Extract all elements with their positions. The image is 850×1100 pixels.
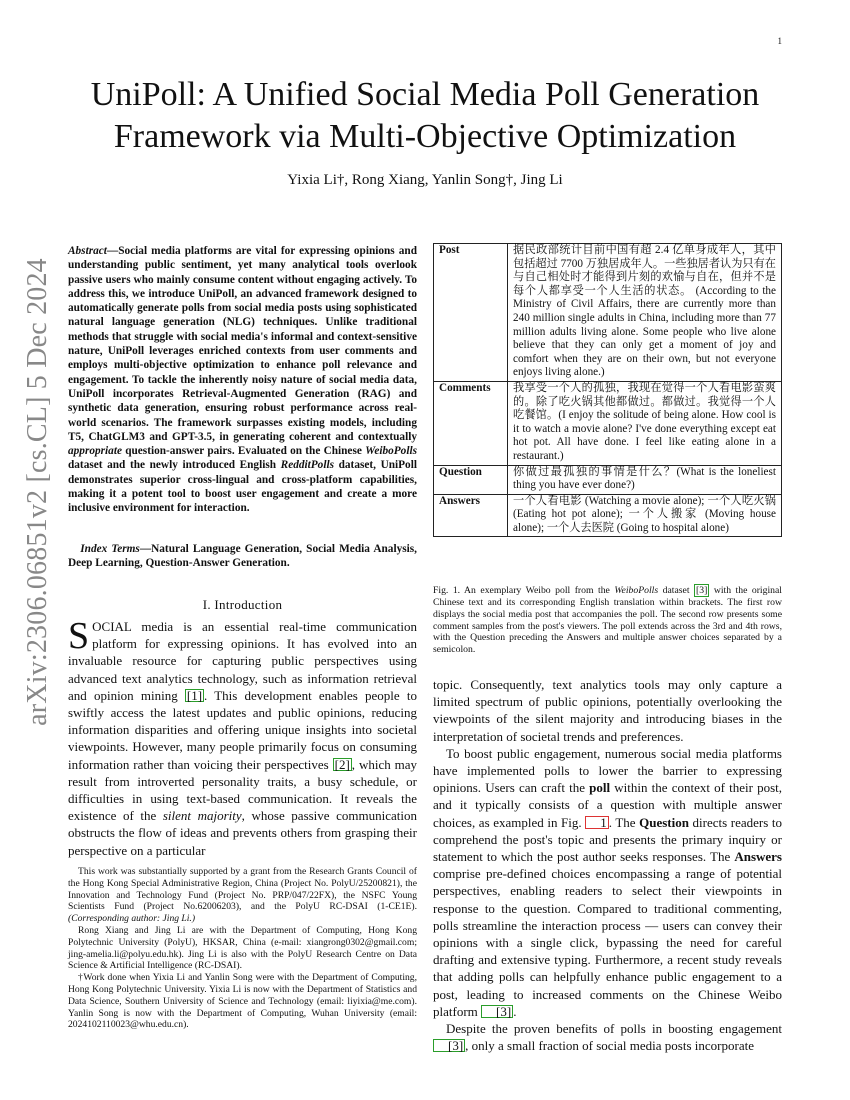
footnote-work-done: †Work done when Yixia Li and Yanlin Song were with the Department of Computing, Hong Kong Polytechnic University. Yixia Li is now with the Department of Statistics and Data Science, Southern University of Science and Technology (email: liyixia@me.com). Yanlin Song is now with the Department of Computing, Wuhan University (email: 2024102110023@whu.edu.cn). bbox=[68, 972, 417, 1031]
index-terms-label: Index Terms bbox=[80, 543, 140, 555]
section-heading: I. Introduction bbox=[202, 597, 283, 612]
footnote-corresponding: (Corresponding author: Jing Li.) bbox=[68, 913, 196, 925]
intro-italic: silent majority bbox=[162, 808, 242, 824]
citation-link[interactable]: [3] bbox=[481, 1005, 513, 1018]
abstract-dash: — bbox=[106, 245, 119, 257]
p2-text-c: within the context of their post, and it typically consists of a question with multiple answer choices, as exampled in Fig. bbox=[433, 780, 782, 830]
abstract-dataset-redditpolls: RedditPolls bbox=[280, 459, 335, 472]
paragraph-despite bbox=[433, 1020, 782, 1054]
paragraph-topic: topic. Consequently, text analytics tools may only capture a limited spectrum of public opinions, potentially overlooking the viewpoints of the silent majority and introducing biases in the interpretation of societal trends and preferences. bbox=[433, 677, 782, 744]
table-row-comments bbox=[434, 381, 782, 465]
footnote-funding-text: This work was substantially supported by a grant from the Research Grants Council of the Hong Kong Special Administrative Region, China (Project No. PolyU/25200821), the Innovation and Technology Fund (Project No. PRP/047/22FX), the NSFC Young Scientists Fund (Project No.62006203), and the PolyU RC-DSAI (1-CE1E). bbox=[68, 866, 417, 913]
citation-link[interactable]: [3] bbox=[696, 585, 708, 596]
p2-bold-answers: Answers bbox=[734, 849, 782, 865]
p2-bold-poll: poll bbox=[589, 780, 611, 796]
citation-link[interactable]: [3] bbox=[433, 1039, 465, 1052]
footnote-affiliation: Rong Xiang and Jing Li are with the Department of Computing, Hong Kong Polytechnic University (PolyU), HKSAR, China (e-mail: xiangrong0302@gmail.com; jing-amelia.li@polyu.edu.hk). Jing Li is also with the PolyU Research Centre on Data Science & Artificial Intelligence (RC-DSAI). bbox=[68, 924, 417, 972]
row-text: 据民政部统计目前中国有超 2.4 亿单身成年人，其中包括超过 7700 万独居成年人。一些独居者认为只有在与自己相处时才能得到片刻的欢愉与自在，但并不是每个人都享受一个人生活的状态。 (According to the Ministry of Civil Affairs, there are currently more than 240 million single adults in China, including more than 77 million adults living alone. Some people who live alone believe that they can only get a moment of joy and comfort when they are on their own, but not everyone enjoys living alone.) bbox=[508, 244, 782, 382]
abstract-italic-1: appropriate bbox=[68, 445, 122, 458]
abstract-dataset-weibopolls: WeiboPolls bbox=[365, 445, 417, 458]
footnotes bbox=[68, 866, 417, 1031]
table-row-post bbox=[434, 244, 782, 382]
row-label: Answers bbox=[434, 494, 508, 537]
abstract-text-2: question-answer pairs. Evaluated on the Chinese bbox=[121, 445, 366, 458]
footnote-funding bbox=[68, 866, 417, 925]
arxiv-id: arXiv:2306.06851v2 [cs.CL] 5 Dec 2024 bbox=[22, 258, 53, 726]
caption-dataset: WeiboPolls bbox=[614, 585, 659, 596]
figure-1-table bbox=[433, 243, 782, 537]
index-terms-dash: — bbox=[139, 543, 152, 555]
row-text: 你做过最孤独的事情是什么？(What is the loneliest thing you have ever done?) bbox=[508, 465, 782, 494]
dropcap: S bbox=[68, 615, 90, 657]
table-row-question bbox=[434, 465, 782, 494]
index-terms bbox=[68, 542, 417, 571]
abstract bbox=[68, 244, 417, 516]
intro-text-3: , which may result from introverted personality traits, a busy schedule, or difficulties in using text-based communication. It reveals the existence of the bbox=[68, 756, 418, 824]
paragraph-polls bbox=[433, 745, 782, 1020]
intro-text-4: , whose passive communication obstructs the flow of ideas and prevents others from grasping their perspective on a particular bbox=[68, 808, 418, 858]
figure-1-caption bbox=[433, 584, 782, 656]
p2-text-d: . The bbox=[608, 814, 640, 830]
caption-text-2: dataset bbox=[658, 585, 695, 596]
figure-link[interactable]: 1 bbox=[585, 816, 609, 829]
intro-text-1: OCIAL media is an essential real-time communication platform for expressing opinions. It has evolved into an invaluable resource for capturing public perspectives using advanced text analytics technology, such as information retrieval and opinion mining bbox=[68, 619, 417, 703]
page-number: 1 bbox=[777, 36, 782, 46]
introduction-paragraph bbox=[68, 615, 418, 859]
row-text: 我享受一个人的孤独，我现在觉得一个人看电影蛮爽的。除了吃火锅其他都做过。都做过。我觉得一个人吃餐馆。(I enjoy the solitude of being alone. How cool is it to watch a movie alone? I've done everything except eat hot pot. All have done. I feel like eating alone in a restaurant.) bbox=[508, 381, 782, 465]
row-label: Question bbox=[434, 465, 508, 494]
p3-text-b: , only a small fraction of social media posts incorporate bbox=[465, 1038, 754, 1054]
row-label: Post bbox=[434, 244, 508, 382]
abstract-text-1: Social media platforms are vital for expressing opinions and understanding public sentiment, yet many analytical tools overlook passive users who mainly consume content without engaging actively. To address this, we introduce UniPoll, an advanced framework designed to automatically generate polls from social media posts using sophisticated natural language generation (NLG) techniques. Unlike traditional methods that struggle with social media's informal and context-sensitive nature, UniPoll leverages enriched contexts from user comments and employs multi-objective optimization to enhance poll relevance and engagement. To tackle the inherently noisy nature of social media data, UniPoll incorporates Retrieval-Augmented Generation (RAG) and synthetic data generation, ensuring robust performance across real-world scenarios. The framework surpasses existing models, including T5, ChatGLM3 and GPT-3.5, in generating coherent and contextually bbox=[68, 245, 417, 443]
abstract-text-4: dataset, UniPoll demonstrates superior cross-lingual and cross-platform capabilities, making it a potent tool to boost user engagement and create a more inclusive environment for interaction. bbox=[68, 459, 417, 515]
caption-text-3: with the original Chinese text and its corresponding English translation within brackets. The first row displays the social media post that accompanies the poll. The second row presents some comment samples from the post's viewers. The poll extends across the 3rd and 4th rows, with the Question preceding the Answers and multiple answer choices separated by a semicolon. bbox=[433, 585, 782, 656]
citation-link[interactable]: [1] bbox=[186, 687, 203, 703]
arxiv-watermark bbox=[18, 258, 58, 726]
table-row-answers bbox=[434, 494, 782, 537]
citation-link[interactable]: [2] bbox=[334, 756, 350, 772]
right-column-text bbox=[433, 676, 782, 1054]
p2-bold-question: Question bbox=[639, 814, 689, 830]
index-terms-text: Natural Language Generation, Social Media Analysis, Deep Learning, Question-Answer Generation. bbox=[68, 543, 417, 570]
p2-text-a: To boost public engagement, numerous social media platforms have implemented polls to lower the barrier to expressing opinions. Users can craft the bbox=[433, 745, 782, 796]
paper-title: UniPoll: A Unified Social Media Poll Generation Framework via Multi-Objective Optimization bbox=[90, 76, 760, 155]
p3-text-a: Despite the proven benefits of polls in boosting engagement bbox=[446, 1021, 782, 1037]
p2-text-f: directs readers to comprehend the post's topic and presents the primary inquiry or statement to which the post author seeks responses. The bbox=[433, 814, 782, 865]
abstract-text-3: dataset and the newly introduced English bbox=[68, 459, 281, 472]
abstract-label: Abstract bbox=[68, 245, 107, 257]
row-label: Comments bbox=[434, 381, 508, 465]
row-text: 一个人看电影 (Watching a movie alone); 一个人吃火锅 (Eating hot pot alone); 一个人搬家 (Moving house alone); 一个人去医院 (Going to hospital alone) bbox=[508, 494, 782, 537]
p2-text-i: . bbox=[513, 1003, 517, 1019]
p2-text-h: comprise pre-defined choices encompassing a range of potential perspectives, enabling readers to select their viewpoints in response to the question. Compared to traditional commenting, polls streamline the interaction process — users can convey their opinions with a single click, bypassing the need for careful drafting and extensive typing. Furthermore, a recent study reveals that adding polls can helpfully enhance public engagement to a post, leading to increased comments on the Chinese Weibo platform bbox=[433, 866, 782, 1019]
intro-text-2: . This development enables people to swiftly access the latest updates and public opinions, reducing information disparities and offering unique insights into societal viewpoints. However, many people primarily focus on consuming information rather than voicing their perspectives bbox=[68, 687, 417, 772]
author-list: Yixia Li†, Rong Xiang, Yanlin Song†, Jing Li bbox=[287, 172, 563, 188]
caption-text-1: Fig. 1. An exemplary Weibo poll from the bbox=[433, 585, 615, 596]
